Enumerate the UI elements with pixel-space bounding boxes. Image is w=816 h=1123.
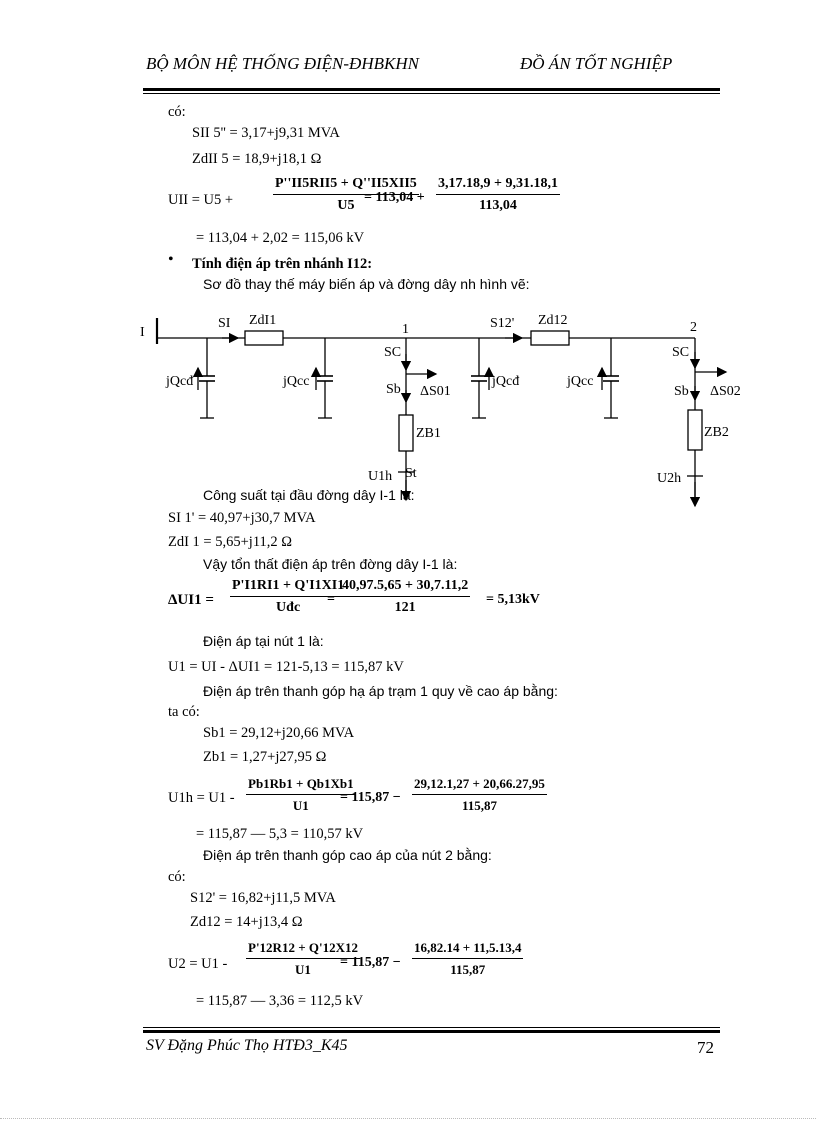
du-value-denominator: 121 bbox=[394, 600, 416, 615]
u2h-label: U2h bbox=[657, 471, 682, 486]
loss-intro: Vậy tổn thất điện áp trên đờng dây I-1 là: bbox=[203, 556, 458, 572]
uii-formula-denominator: U5 bbox=[337, 198, 355, 213]
z-dii5-line: ZdII 5 = 18,9+j18,1 Ω bbox=[192, 151, 322, 167]
u1h-value-denominator: 115,87 bbox=[461, 798, 497, 813]
section-heading: Tính điện áp trên nhánh I12: bbox=[192, 256, 373, 272]
busbar1-intro: Điện áp trên thanh góp hạ áp trạm 1 quy về cao áp bằng: bbox=[203, 683, 558, 699]
du-result: = 5,13kV bbox=[486, 592, 540, 607]
s-ii5-line: SII 5'' = 3,17+j9,31 MVA bbox=[192, 125, 340, 141]
u1h-lhs: U1h = U1 - bbox=[168, 790, 235, 806]
node2-intro: Điện áp trên thanh góp cao áp của nút 2 bằng: bbox=[203, 847, 492, 863]
uii-formula-numerator: P''II5RII5 + Q''II5XII5 bbox=[273, 176, 419, 195]
u1h-result: = 115,87 — 5,3 = 110,57 kV bbox=[196, 826, 364, 842]
u1-line: U1 = UI - ΔUI1 = 121-5,13 = 115,87 kV bbox=[168, 659, 404, 675]
u1h-label: U1h bbox=[368, 469, 393, 484]
jqcc-label-2: jQcc bbox=[567, 374, 594, 389]
co-label-2: có: bbox=[168, 869, 186, 885]
sb-label-2: Sb bbox=[674, 384, 689, 399]
du-lhs: ΔUI1 = bbox=[168, 592, 214, 608]
uii-mid: = 113,04 + bbox=[364, 190, 425, 205]
node-1-label: 1 bbox=[402, 322, 409, 337]
sb-label-1: Sb bbox=[386, 382, 401, 397]
zb2-label: ZB2 bbox=[704, 425, 729, 440]
header-left: BỘ MÔN HỆ THỐNG ĐIỆN-ĐHBKHN bbox=[146, 54, 419, 73]
u2-formula-numerator: P'12R12 + Q'12X12 bbox=[246, 940, 360, 959]
footer-author: SV Đặng Phúc Thọ HTĐ3_K45 bbox=[146, 1037, 348, 1054]
uii-result: = 113,04 + 2,02 = 115,06 kV bbox=[196, 230, 365, 246]
page-edge-dotted bbox=[0, 1118, 816, 1119]
header-right: ĐỒ ÁN TỐT NGHIỆP bbox=[520, 54, 673, 73]
u2-value-numerator: 16,82.14 + 11,5.13,4 bbox=[412, 940, 523, 959]
bullet: • bbox=[168, 251, 174, 268]
z-di1-line: ZdI 1 = 5,65+j11,2 Ω bbox=[168, 534, 293, 550]
ta-co-label: ta có: bbox=[168, 704, 200, 720]
u2-value-fraction bbox=[412, 940, 523, 978]
zb1-label: ZB1 bbox=[416, 426, 441, 441]
jqcd-label-1: jQcđ bbox=[166, 374, 194, 389]
jqcc-label-1: jQcc bbox=[283, 374, 310, 389]
u1h-value-numerator: 29,12.1,27 + 20,66.27,95 bbox=[412, 776, 547, 795]
st-label: St bbox=[405, 466, 417, 481]
node-2-label: 2 bbox=[690, 320, 697, 335]
s-i1-line: SI 1' = 40,97+j30,7 MVA bbox=[168, 510, 316, 526]
u2-result: = 115,87 — 3,36 = 112,5 kV bbox=[196, 993, 364, 1009]
sb1-line: Sb1 = 29,12+j20,66 MVA bbox=[203, 725, 355, 741]
footer-rule-thin bbox=[143, 1027, 720, 1028]
uii-value-numerator: 3,17.18,9 + 9,31.18,1 bbox=[436, 176, 560, 195]
power-intro: Công suất tại đầu đờng dây I-1 là: bbox=[203, 487, 415, 503]
diagram-intro: Sơ đồ thay thế máy biến áp và đờng dây nh hình vẽ: bbox=[203, 276, 530, 292]
sc-label-1: SC bbox=[384, 345, 402, 360]
co-label: có: bbox=[168, 104, 186, 120]
sc-label-2: SC bbox=[672, 345, 690, 360]
node1-intro: Điện áp tại nút 1 là: bbox=[203, 633, 324, 649]
page-number: 72 bbox=[697, 1038, 714, 1057]
u2-mid: = 115,87 − bbox=[340, 955, 401, 970]
footer-rule-thick bbox=[143, 1030, 720, 1033]
u1h-mid: = 115,87 − bbox=[340, 790, 401, 805]
u1h-formula-denominator: U1 bbox=[292, 798, 309, 813]
ds02-label: ΔS02 bbox=[710, 384, 741, 399]
u1h-value-fraction bbox=[412, 776, 547, 814]
du-value-numerator: 40,97.5,65 + 30,7.11,2 bbox=[340, 578, 470, 597]
u2-value-denominator: 115,87 bbox=[450, 962, 486, 977]
s12-line: S12' = 16,82+j11,5 MVA bbox=[190, 890, 336, 906]
jqcd-label-2: jQcđ bbox=[492, 374, 520, 389]
s-i-label: SI bbox=[218, 316, 231, 331]
z-di1-label: ZdI1 bbox=[249, 313, 277, 328]
s12-label: S12' bbox=[490, 316, 515, 331]
node-i-label: I bbox=[140, 325, 145, 340]
u2-lhs: U2 = U1 - bbox=[168, 956, 228, 972]
zd12-line: Zd12 = 14+j13,4 Ω bbox=[190, 914, 303, 930]
du-formula-numerator: P'I1RI1 + Q'I1XI1 bbox=[230, 578, 346, 597]
uii-lhs: UII = U5 + bbox=[168, 192, 234, 208]
du-value-fraction bbox=[340, 578, 470, 616]
zd12-label: Zd12 bbox=[538, 313, 568, 328]
du-eq-sign: = bbox=[327, 592, 335, 607]
uii-value-denominator: 113,04 bbox=[479, 198, 517, 213]
zb1-line: Zb1 = 1,27+j27,95 Ω bbox=[203, 749, 327, 765]
equivalent-circuit-diagram bbox=[0, 0, 816, 520]
du-formula-denominator: Uđc bbox=[276, 600, 301, 615]
ds01-label: ΔS01 bbox=[420, 384, 451, 399]
u2-formula-denominator: U1 bbox=[295, 962, 311, 977]
u1h-formula-numerator: Pb1Rb1 + Qb1Xb1 bbox=[246, 776, 356, 795]
